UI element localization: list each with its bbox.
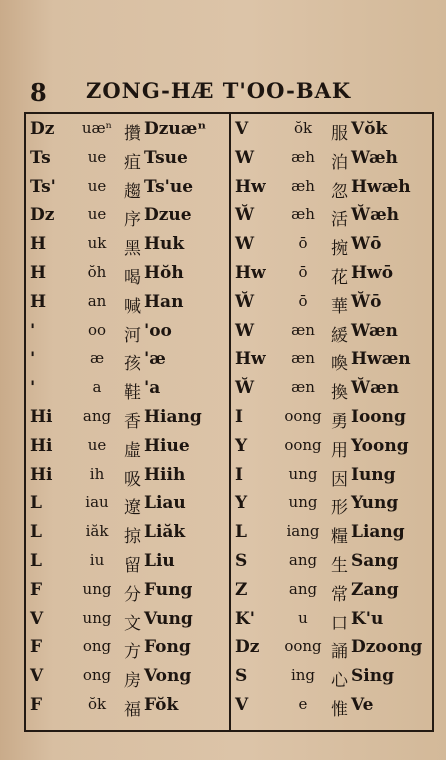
final-cell: a bbox=[92, 378, 102, 397]
initial-cell: Y bbox=[235, 493, 248, 514]
romanization-cell: Vong bbox=[144, 666, 192, 687]
table-row bbox=[235, 549, 438, 578]
final-cell: ang bbox=[288, 550, 318, 569]
romanization-cell: Vung bbox=[144, 608, 193, 629]
final-cell: ue bbox=[87, 435, 107, 454]
hanzi-cell: 疽 bbox=[124, 152, 141, 173]
hanzi-cell: 忽 bbox=[331, 181, 348, 202]
table-row bbox=[235, 578, 438, 607]
final-cell: oong bbox=[284, 637, 322, 656]
initial-cell: V bbox=[235, 694, 249, 715]
hanzi-cell: 口 bbox=[331, 613, 348, 634]
final-cell: ung bbox=[288, 493, 318, 512]
romanization-cell: Iung bbox=[351, 464, 396, 485]
hanzi-cell: 心 bbox=[331, 671, 348, 692]
table-row bbox=[30, 117, 233, 146]
final-cell: ung bbox=[82, 579, 112, 598]
table-row bbox=[30, 290, 233, 319]
romanization-cell: Hwæn bbox=[351, 349, 411, 370]
table-row bbox=[30, 664, 233, 693]
initial-cell: W bbox=[235, 320, 255, 341]
hanzi-cell: 虛 bbox=[124, 440, 141, 461]
table-row bbox=[30, 146, 233, 175]
hanzi-cell: 孩 bbox=[124, 354, 141, 375]
romanization-cell: Hwæh bbox=[351, 176, 411, 197]
hanzi-cell: 掠 bbox=[124, 527, 141, 548]
final-cell: æh bbox=[291, 176, 315, 195]
hanzi-cell: 用 bbox=[331, 440, 348, 461]
final-cell: uæⁿ bbox=[81, 119, 113, 137]
initial-cell: Dz bbox=[235, 637, 260, 658]
romanization-cell: Wæn bbox=[351, 320, 398, 341]
hanzi-cell: 方 bbox=[124, 642, 141, 663]
final-cell: oong bbox=[284, 435, 322, 454]
romanization-cell: Wæh bbox=[351, 147, 398, 168]
initial-cell: Hw bbox=[235, 176, 266, 197]
romanization-cell: Hiih bbox=[144, 464, 186, 485]
table-row bbox=[235, 463, 438, 492]
hanzi-cell: 喊 bbox=[124, 296, 141, 317]
table-row bbox=[235, 664, 438, 693]
romanization-cell: Yoong bbox=[351, 435, 409, 456]
initial-cell: H bbox=[30, 234, 47, 255]
romanization-cell: Ve bbox=[351, 694, 374, 715]
table-row bbox=[30, 607, 233, 636]
table-row bbox=[235, 175, 438, 204]
final-cell: e bbox=[298, 694, 308, 713]
initial-cell: Ts bbox=[30, 147, 51, 168]
hanzi-cell: 服 bbox=[331, 124, 348, 144]
hanzi-cell: 活 bbox=[331, 210, 348, 231]
table-row bbox=[235, 635, 438, 664]
final-cell: ung bbox=[288, 464, 318, 483]
romanization-cell: W̆æn bbox=[351, 378, 400, 399]
hanzi-cell: 花 bbox=[331, 267, 348, 288]
initial-cell: F bbox=[30, 579, 43, 600]
initial-cell: Dz bbox=[30, 119, 55, 139]
hanzi-cell: 河 bbox=[124, 325, 141, 346]
initial-cell: Hw bbox=[235, 349, 266, 370]
table-row bbox=[30, 693, 233, 722]
romanization-cell: Ioong bbox=[351, 406, 406, 427]
hanzi-cell: 黑 bbox=[124, 239, 141, 260]
initial-cell: L bbox=[30, 493, 42, 514]
romanization-cell: Hŏh bbox=[144, 262, 184, 283]
table-row bbox=[235, 290, 438, 319]
romanization-cell: Liau bbox=[144, 493, 186, 514]
romanization-cell: Liang bbox=[351, 522, 405, 543]
final-cell: ang bbox=[288, 579, 318, 598]
romanization-cell: 'oo bbox=[144, 320, 172, 341]
romanization-cell: Dzue bbox=[144, 205, 192, 226]
final-cell: ŏk bbox=[293, 119, 313, 137]
hanzi-cell: 喝 bbox=[124, 267, 141, 288]
initial-cell: V bbox=[30, 666, 44, 687]
table-row bbox=[235, 203, 438, 232]
table-row bbox=[30, 232, 233, 261]
final-cell: ŏk bbox=[87, 694, 107, 713]
table-row bbox=[30, 549, 233, 578]
initial-cell: I bbox=[235, 464, 243, 485]
initial-cell: W̆ bbox=[235, 291, 255, 312]
romanization-cell: Tsue bbox=[144, 147, 188, 168]
romanization-cell: Hwō bbox=[351, 262, 394, 283]
hanzi-cell: 鞋 bbox=[124, 383, 141, 404]
final-cell: iang bbox=[286, 522, 320, 541]
final-cell: ō bbox=[298, 291, 308, 310]
final-cell: ung bbox=[82, 608, 112, 627]
romanization-cell: Huk bbox=[144, 234, 185, 255]
romanization-cell: Fong bbox=[144, 637, 191, 658]
initial-cell: H bbox=[30, 291, 47, 312]
romanization-cell: Ts'ue bbox=[144, 176, 194, 197]
romanization-cell: Liăk bbox=[144, 522, 186, 543]
initial-cell: W bbox=[235, 147, 255, 168]
initial-cell: L bbox=[30, 522, 42, 543]
hanzi-cell: 糧 bbox=[331, 527, 348, 548]
hanzi-cell: 分 bbox=[124, 584, 141, 605]
final-cell: ue bbox=[87, 176, 107, 195]
final-cell: oo bbox=[87, 320, 107, 339]
left-column bbox=[30, 117, 233, 722]
hanzi-cell: 遼 bbox=[124, 498, 141, 519]
final-cell: ang bbox=[82, 406, 112, 425]
romanization-cell: Dzoong bbox=[351, 637, 423, 658]
initial-cell: L bbox=[30, 550, 42, 571]
romanization-cell: K'u bbox=[351, 608, 384, 629]
initial-cell: F bbox=[30, 637, 43, 658]
page-header bbox=[0, 70, 446, 110]
final-cell: iăk bbox=[85, 522, 109, 541]
table-row bbox=[30, 319, 233, 348]
right-column bbox=[235, 117, 438, 722]
table-row bbox=[235, 607, 438, 636]
table-row bbox=[235, 520, 438, 549]
table-row bbox=[30, 578, 233, 607]
table-row bbox=[235, 319, 438, 348]
table-row bbox=[235, 261, 438, 290]
final-cell: ŏh bbox=[87, 262, 107, 281]
table-row bbox=[235, 376, 438, 405]
romanization-cell: W̆ō bbox=[351, 291, 382, 312]
hanzi-cell: 惟 bbox=[331, 699, 348, 720]
table-row bbox=[30, 175, 233, 204]
hanzi-cell: 緩 bbox=[331, 325, 348, 346]
final-cell: oong bbox=[284, 406, 322, 425]
initial-cell: W̆ bbox=[235, 378, 255, 399]
romanization-cell: Hiue bbox=[144, 435, 190, 456]
running-title: ZONG-HÆ T'OO-BAK bbox=[86, 78, 352, 103]
hanzi-cell: 換 bbox=[331, 383, 348, 404]
table-row bbox=[30, 463, 233, 492]
final-cell: u bbox=[298, 608, 308, 627]
final-cell: uk bbox=[87, 234, 107, 253]
final-cell: æh bbox=[291, 147, 315, 166]
hanzi-cell: 華 bbox=[331, 296, 348, 317]
final-cell: iau bbox=[85, 493, 109, 512]
romanization-cell: Hiang bbox=[144, 406, 202, 427]
romanization-cell: Wō bbox=[351, 234, 382, 255]
romanization-cell: 'æ bbox=[144, 349, 166, 370]
final-cell: ong bbox=[82, 637, 112, 656]
initial-cell: Hi bbox=[30, 435, 53, 456]
final-cell: ih bbox=[89, 464, 105, 483]
initial-cell: Dz bbox=[30, 205, 55, 226]
initial-cell: S bbox=[235, 666, 248, 687]
initial-cell: W bbox=[235, 234, 255, 255]
initial-cell: K' bbox=[235, 608, 255, 629]
initial-cell: H bbox=[30, 262, 47, 283]
initial-cell: ' bbox=[30, 320, 36, 341]
table-row bbox=[235, 693, 438, 722]
initial-cell: V bbox=[235, 119, 249, 139]
table-row bbox=[30, 203, 233, 232]
final-cell: æh bbox=[291, 205, 315, 224]
hanzi-cell: 常 bbox=[331, 584, 348, 605]
romanization-cell: Dzuæⁿ bbox=[144, 119, 207, 139]
initial-cell: Hw bbox=[235, 262, 266, 283]
table-row bbox=[30, 405, 233, 434]
hanzi-cell: 捥 bbox=[331, 239, 348, 260]
romanization-cell: W̆æh bbox=[351, 205, 400, 226]
table-row bbox=[235, 405, 438, 434]
initial-cell: ' bbox=[30, 349, 36, 370]
table-row bbox=[30, 261, 233, 290]
initial-cell: Hi bbox=[30, 464, 53, 485]
table-row bbox=[30, 434, 233, 463]
final-cell: ing bbox=[290, 666, 316, 685]
table-row bbox=[235, 117, 438, 146]
hanzi-cell: 勇 bbox=[331, 411, 348, 432]
table-row bbox=[235, 347, 438, 376]
romanization-cell: Sing bbox=[351, 666, 394, 687]
initial-cell: L bbox=[235, 522, 247, 543]
hanzi-cell: 福 bbox=[124, 699, 141, 720]
table-row bbox=[235, 146, 438, 175]
table-row bbox=[30, 520, 233, 549]
initial-cell: I bbox=[235, 406, 243, 427]
final-cell: ue bbox=[87, 147, 107, 166]
hanzi-cell: 香 bbox=[124, 411, 141, 432]
final-cell: æn bbox=[291, 378, 315, 397]
final-cell: ō bbox=[298, 262, 308, 281]
hanzi-cell: 序 bbox=[124, 210, 141, 231]
table-row bbox=[30, 491, 233, 520]
final-cell: an bbox=[87, 291, 107, 310]
table-row bbox=[235, 434, 438, 463]
romanization-cell: 'a bbox=[144, 378, 161, 399]
hanzi-cell: 吸 bbox=[124, 469, 141, 490]
initial-cell: W̆ bbox=[235, 205, 255, 226]
table-row bbox=[235, 232, 438, 261]
initial-cell: ' bbox=[30, 378, 36, 399]
romanization-cell: Fŏk bbox=[144, 694, 179, 715]
initial-cell: F bbox=[30, 694, 43, 715]
hanzi-cell: 誦 bbox=[331, 642, 348, 663]
page-number: 8 bbox=[30, 78, 47, 107]
romanization-cell: Han bbox=[144, 291, 184, 312]
initial-cell: Y bbox=[235, 435, 248, 456]
final-cell: æ bbox=[89, 349, 105, 368]
hanzi-cell: 喚 bbox=[331, 354, 348, 375]
romanization-cell: Sang bbox=[351, 550, 399, 571]
hanzi-cell: 留 bbox=[124, 555, 141, 576]
initial-cell: V bbox=[30, 608, 44, 629]
table-row bbox=[235, 491, 438, 520]
romanization-cell: Vŏk bbox=[351, 119, 388, 139]
romanization-cell: Liu bbox=[144, 550, 175, 571]
hanzi-cell: 因 bbox=[331, 469, 348, 490]
final-cell: æn bbox=[291, 349, 315, 368]
hanzi-cell: 泊 bbox=[331, 152, 348, 173]
initial-cell: Hi bbox=[30, 406, 53, 427]
table-row bbox=[30, 376, 233, 405]
final-cell: ong bbox=[82, 666, 112, 685]
table-row bbox=[30, 347, 233, 376]
initial-cell: Ts' bbox=[30, 176, 56, 197]
hanzi-cell: 形 bbox=[331, 498, 348, 519]
romanization-cell: Yung bbox=[351, 493, 399, 514]
initial-cell: S bbox=[235, 550, 248, 571]
hanzi-cell: 趨 bbox=[124, 181, 141, 202]
hanzi-cell: 房 bbox=[124, 671, 141, 692]
romanization-cell: Fung bbox=[144, 579, 193, 600]
romanization-cell: Zang bbox=[351, 579, 399, 600]
final-cell: ue bbox=[87, 205, 107, 224]
initial-cell: Z bbox=[235, 579, 248, 600]
final-cell: iu bbox=[89, 550, 105, 569]
hanzi-cell: 生 bbox=[331, 555, 348, 576]
hanzi-cell: 攢 bbox=[124, 124, 141, 144]
final-cell: æn bbox=[291, 320, 315, 339]
final-cell: ō bbox=[298, 234, 308, 253]
table-row bbox=[30, 635, 233, 664]
hanzi-cell: 文 bbox=[124, 613, 141, 634]
